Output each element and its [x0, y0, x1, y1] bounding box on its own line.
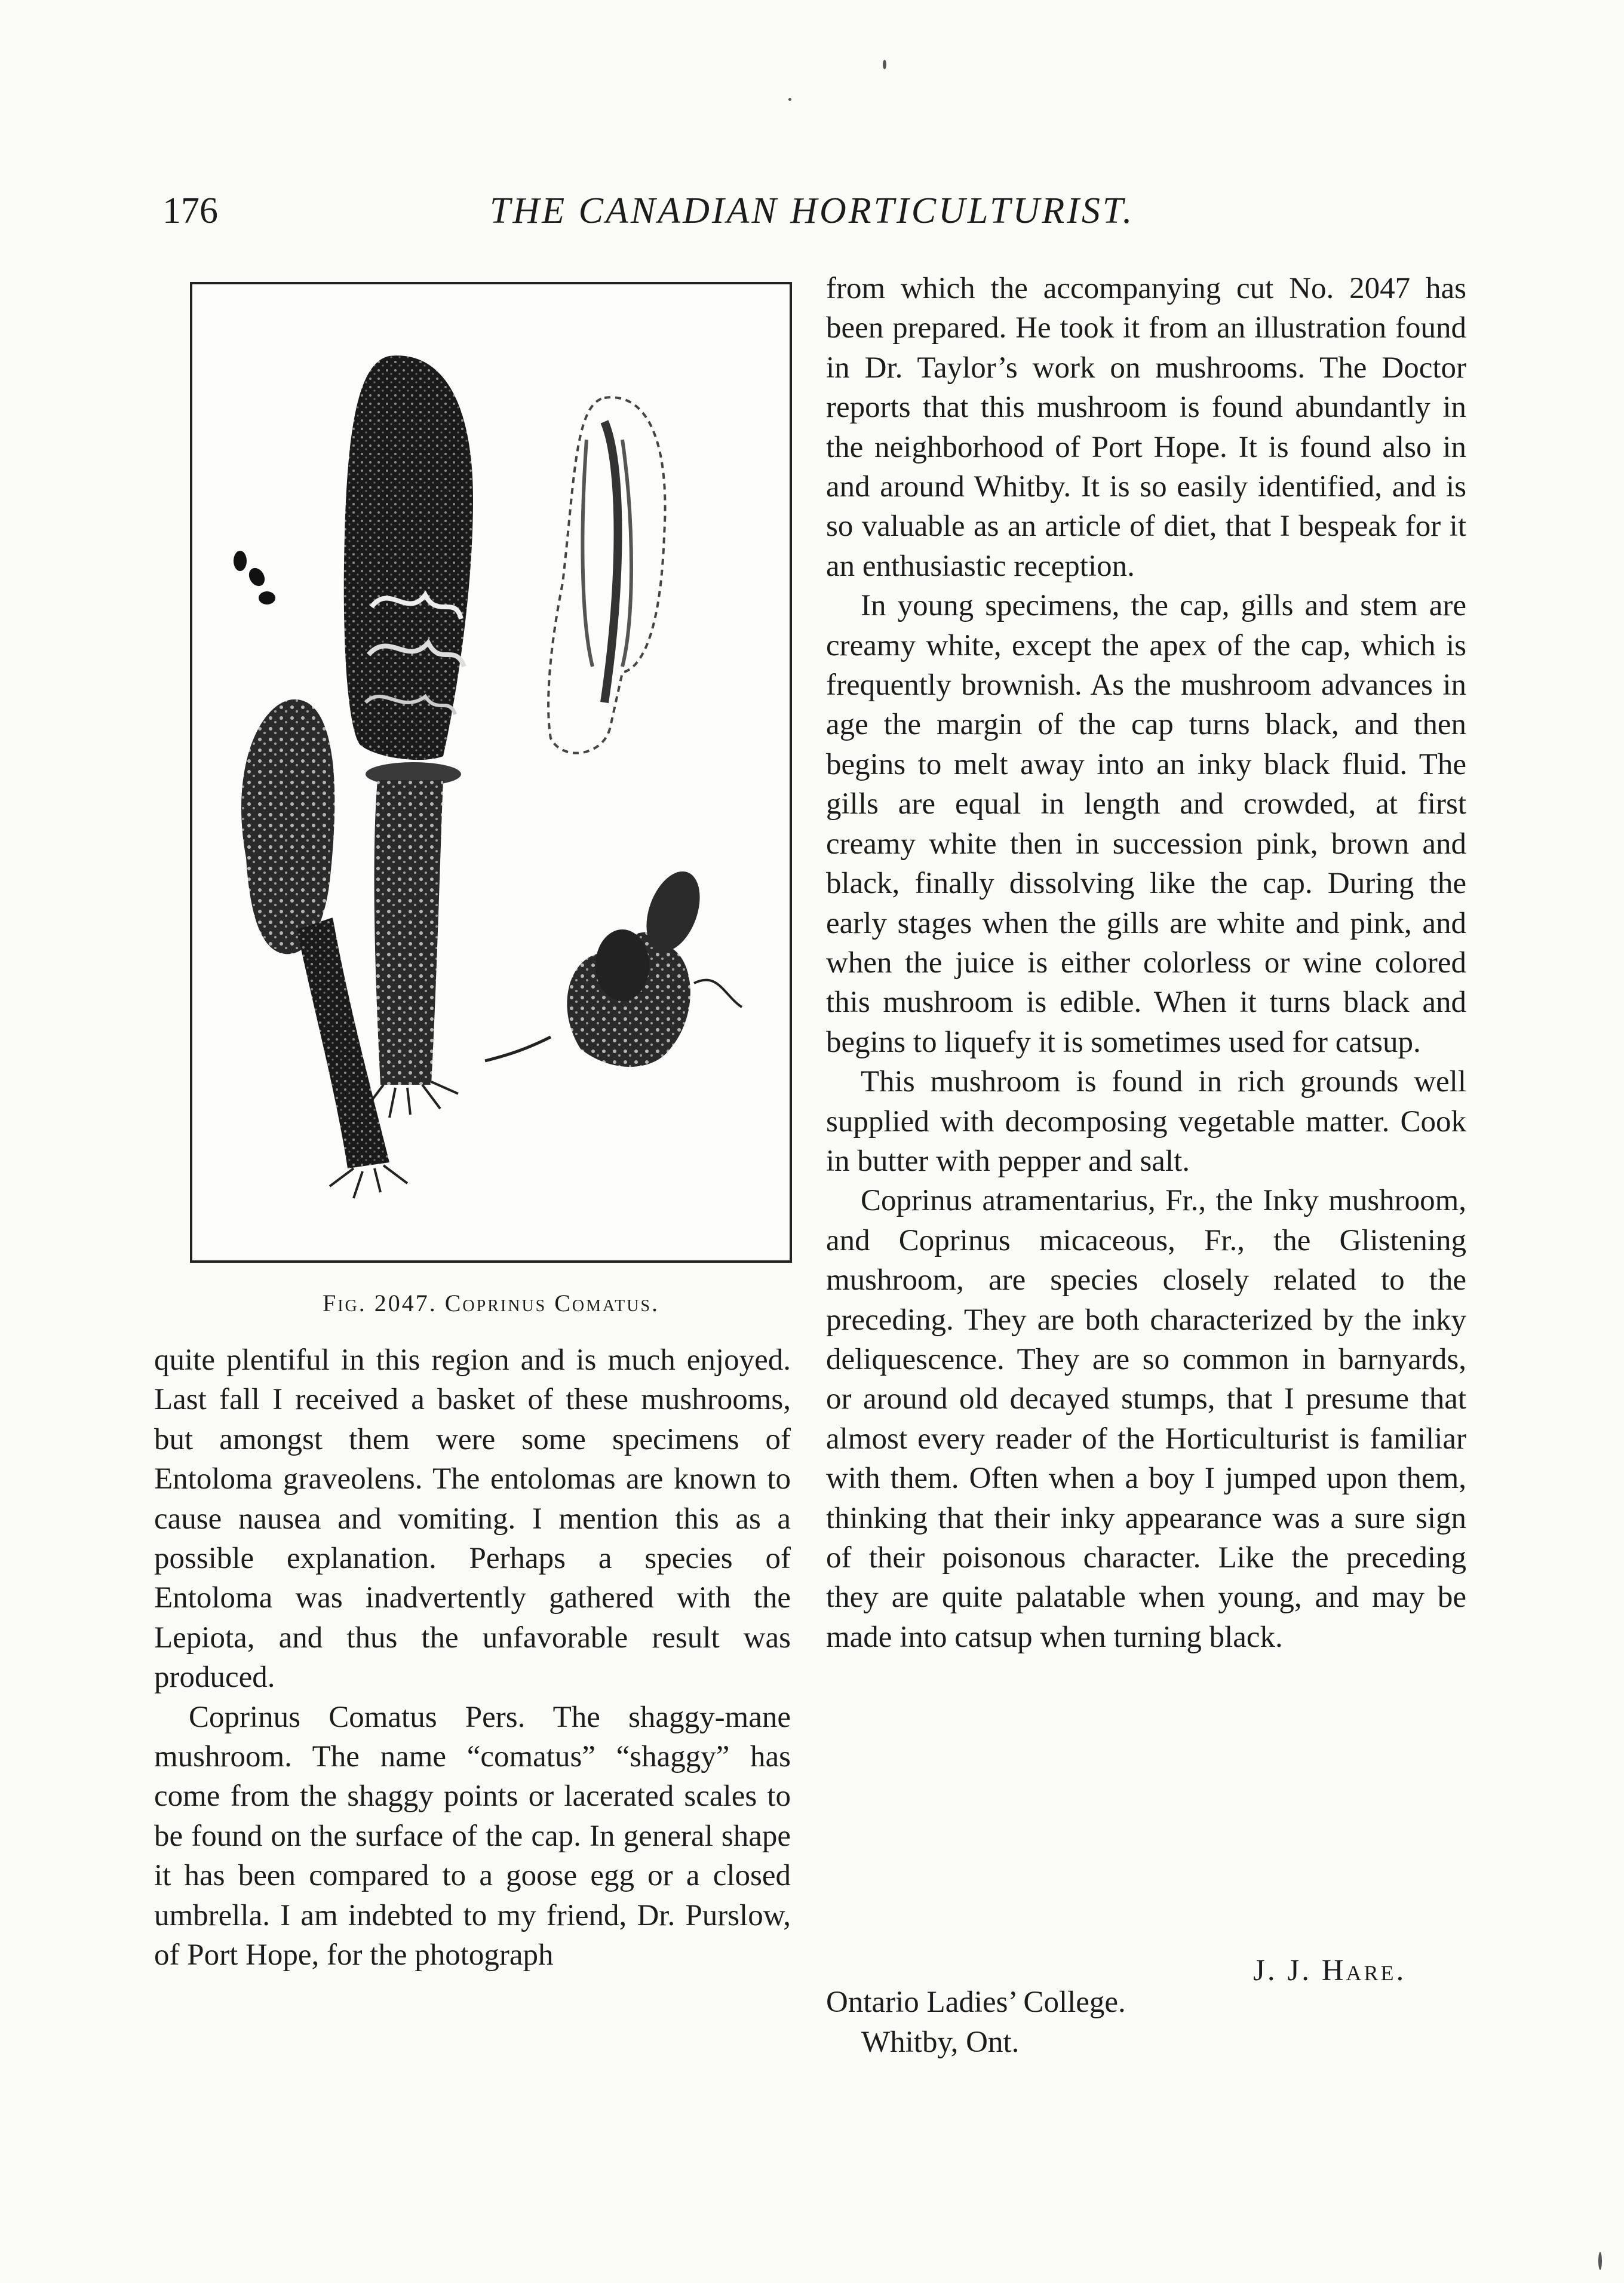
affiliation-college: Ontario Ladies’ College. [826, 1986, 1126, 2019]
right-column [826, 269, 1466, 1657]
scan-speck [883, 60, 886, 69]
left-column [154, 1340, 791, 1975]
figure-caption: Fig. 2047. Coprinus Comatus. [322, 1290, 660, 1317]
affiliation-location: Whitby, Ont. [861, 2026, 1020, 2059]
closed-mushroom-cap [241, 699, 334, 954]
tall-mushroom-stem [374, 780, 443, 1085]
mushroom-illustration [190, 282, 792, 1263]
spore [259, 591, 275, 604]
author-signature: J. J. Hare. [1253, 1954, 1407, 1987]
paragraph: from which the accompanying cut No. 2047 has been prepared. He took it from an illustration found in Dr. Taylor’s work on mushrooms. The Doctor reports that this mushroom is found abundantly in the neighborhood of Port Hope. It is found also in and around Whitby. It is so easily identified, and is so valuable as an article of diet, that I bespeak for it an enthusiastic reception. [826, 272, 1466, 583]
running-title: THE CANADIAN HORTICULTURIST. [490, 191, 1135, 231]
paragraph: Coprinus Comatus Pers. The shaggy-mane mushroom. The name “comatus” “shaggy” has come from the shaggy points or lacerated scales to be found on the surface of the cap. In general shape it has been compared to a goose egg or a closed umbrella. I am indebted to my friend, Dr. Purslow, of Port Hope, for the photograph [154, 1700, 791, 1972]
spore [234, 551, 247, 571]
paragraph: quite plentiful in this region and is much enjoyed. Last fall I received a basket of these mushrooms, but amongst them were some specimens of Entoloma graveolens. The entolomas are known to cause nausea and vomiting. I mention this as a possible explanation. Perhaps a species of Entoloma was inadvertently gathered with the Lepiota, and thus the unfavorable result was produced. [154, 1343, 791, 1695]
spore [246, 565, 268, 589]
paragraph: This mushroom is found in rich grounds well supplied with decomposing vegetable matter. Cook in butter with pepper and salt. [826, 1065, 1466, 1178]
page-number: 176 [162, 191, 218, 231]
tall-mushroom-cap [344, 355, 473, 760]
paragraph: In young specimens, the cap, gills and stem are creamy white, except the apex of the cap, which is frequently brownish. As the mushroom advances in age the margin of the cap turns black, and then begins to melt away into an inky black fluid. The gills are equal in length and crowded, at first creamy white then in succession pink, brown and black, finally dissolving like the cap. During the early stages when the gills are white and pink, and when the juice is either colorless or wine colored this mushroom is edible. When it turns black and begins to liquefy it is sometimes used for catsup. [826, 589, 1466, 1059]
scan-speck [788, 98, 791, 101]
paragraph: Coprinus atramentarius, Fr., the Inky mushroom, and Coprinus micaceous, Fr., the Glistening mushroom, are species closely related to the preceding. They are both characterized by the inky deliquescence. They are so common in barnyards, or around old decayed stumps, that I presume that almost every reader of the Horticulturist is familiar with them. Often when a boy I jumped upon them, thinking that their inky appearance was a sure sign of their poisonous character. Like the preceding they are quite palatable when young, and may be made into catsup when turning black. [826, 1184, 1466, 1654]
scan-speck [1598, 2252, 1602, 2270]
